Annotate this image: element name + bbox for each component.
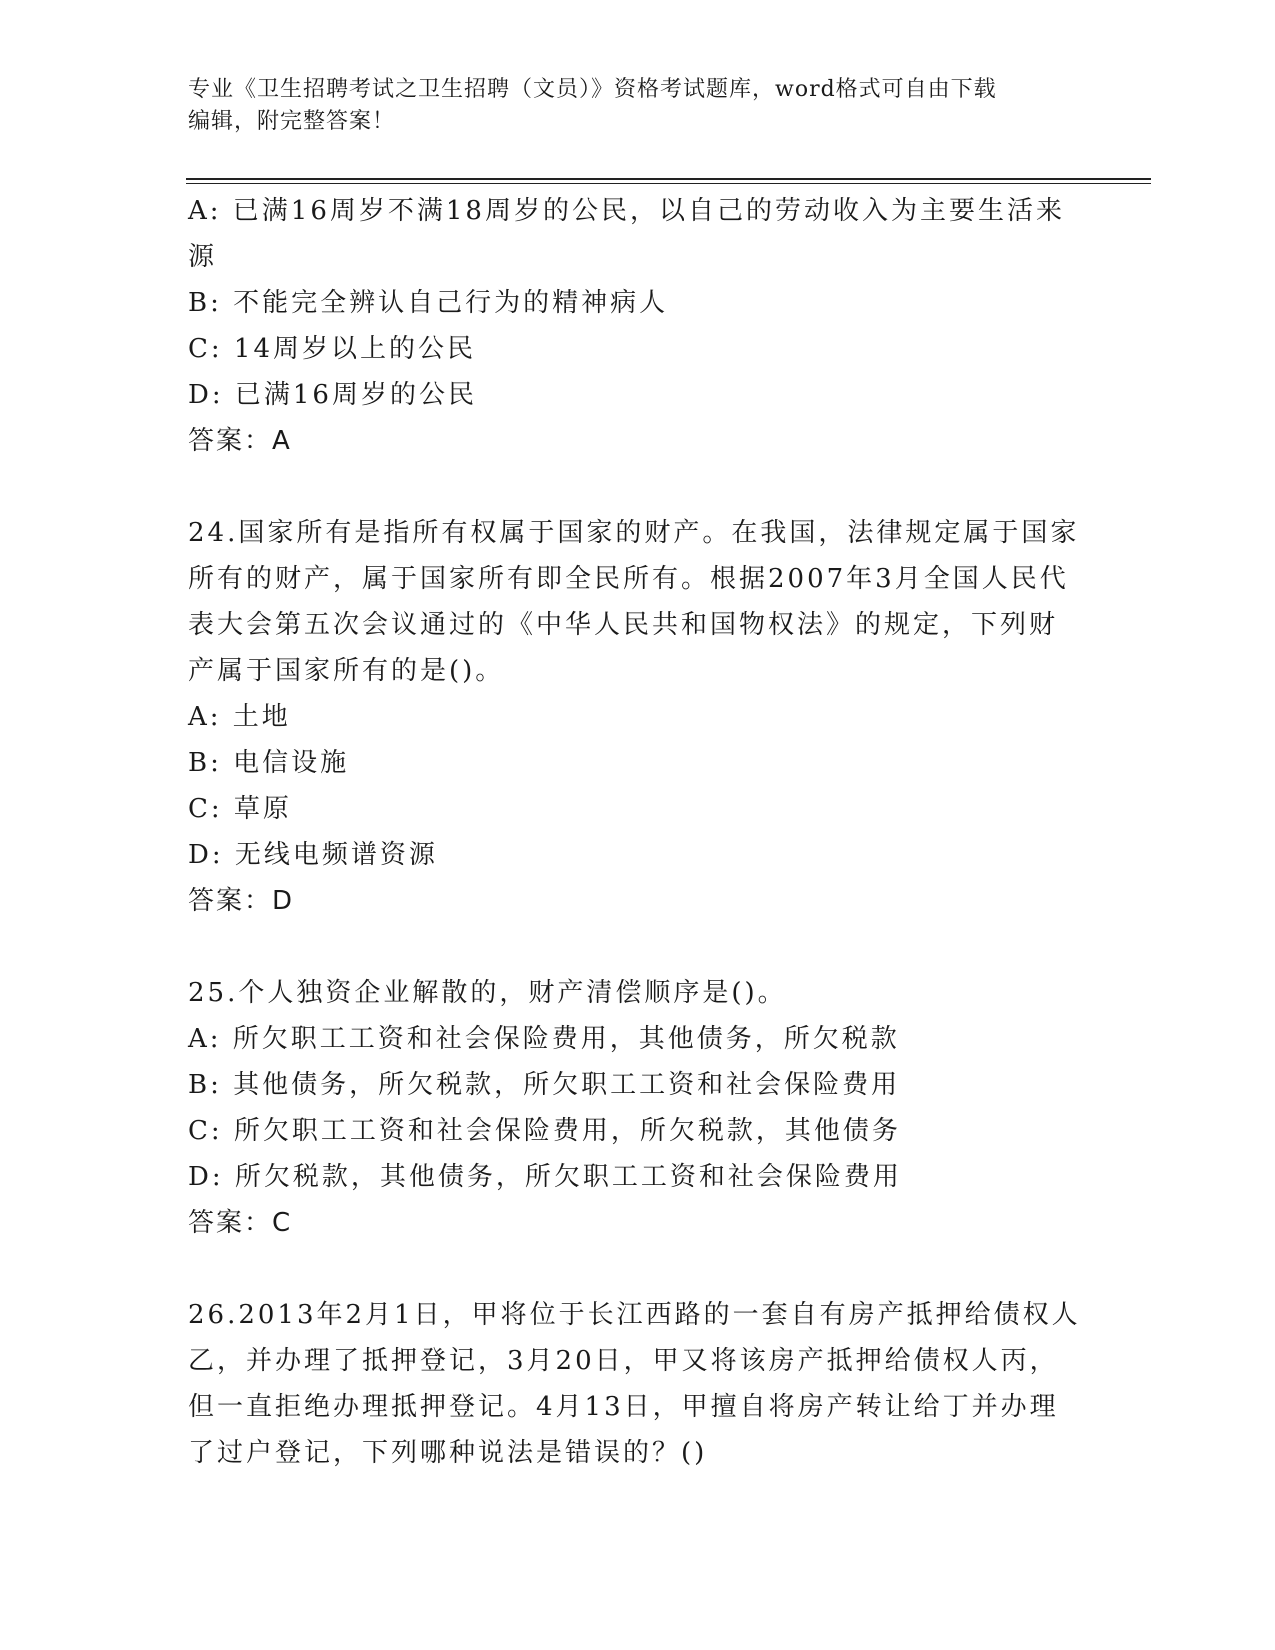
option-a: A: 已满16周岁不满18周岁的公民，以自己的劳动收入为主要生活来 — [188, 196, 1065, 226]
answer-label: 答案：D — [188, 886, 295, 916]
option-a-continued: 源 — [188, 242, 218, 272]
spacer — [188, 1246, 1088, 1292]
question-text-line: 24.国家所有是指所有权属于国家的财产。在我国，法律规定属于国家 — [188, 518, 1080, 548]
option-c: C: 所欠职工工资和社会保险费用，所欠税款，其他债务 — [188, 1116, 901, 1146]
spacer — [188, 464, 1088, 510]
header-divider-thick — [186, 178, 1151, 180]
question-block-24 — [188, 510, 1088, 924]
question-text-line: 25.个人独资企业解散的，财产清偿顺序是()。 — [188, 978, 787, 1008]
question-text-line: 26.2013年2月1日，甲将位于长江西路的一套自有房产抵押给债权人 — [188, 1300, 1081, 1330]
option-b: B: 电信设施 — [188, 748, 350, 778]
option-b: B: 其他债务，所欠税款，所欠职工工资和社会保险费用 — [188, 1070, 901, 1100]
option-c: C: 14周岁以上的公民 — [188, 334, 477, 364]
answer-label: 答案：C — [188, 1208, 293, 1238]
option-a: A: 所欠职工工资和社会保险费用，其他债务，所欠税款 — [188, 1024, 900, 1054]
question-block-23 — [188, 188, 1088, 464]
option-d: D: 所欠税款，其他债务，所欠职工工资和社会保险费用 — [188, 1162, 902, 1192]
question-content — [188, 188, 1088, 1476]
question-text-line: 表大会第五次会议通过的《中华人民共和国物权法》的规定，下列财 — [188, 610, 1059, 640]
question-text-line: 产属于国家所有的是()。 — [188, 656, 505, 686]
question-text-line: 乙，并办理了抵押登记，3月20日，甲又将该房产抵押给债权人丙， — [188, 1346, 1059, 1376]
spacer — [188, 924, 1088, 970]
option-d: D: 已满16周岁的公民 — [188, 380, 477, 410]
option-b: B: 不能完全辨认自己行为的精神病人 — [188, 288, 669, 318]
document-header — [188, 74, 1088, 138]
question-block-25 — [188, 970, 1088, 1246]
header-divider-thin — [186, 183, 1151, 184]
question-text-line: 所有的财产，属于国家所有即全民所有。根据2007年3月全国人民代 — [188, 564, 1069, 594]
header-line-2: 编辑，附完整答案！ — [188, 109, 396, 134]
header-line-1: 专业《卫生招聘考试之卫生招聘（文员）》资格考试题库，word格式可自由下载 — [188, 77, 997, 102]
option-c: C: 草原 — [188, 794, 292, 824]
question-block-26 — [188, 1292, 1088, 1476]
option-d: D: 无线电频谱资源 — [188, 840, 438, 870]
question-text-line: 了过户登记，下列哪种说法是错误的？() — [188, 1438, 708, 1468]
answer-label: 答案：A — [188, 426, 292, 456]
question-text-line: 但一直拒绝办理抵押登记。4月13日，甲擅自将房产转让给丁并办理 — [188, 1392, 1059, 1422]
option-a: A: 土地 — [188, 702, 291, 732]
